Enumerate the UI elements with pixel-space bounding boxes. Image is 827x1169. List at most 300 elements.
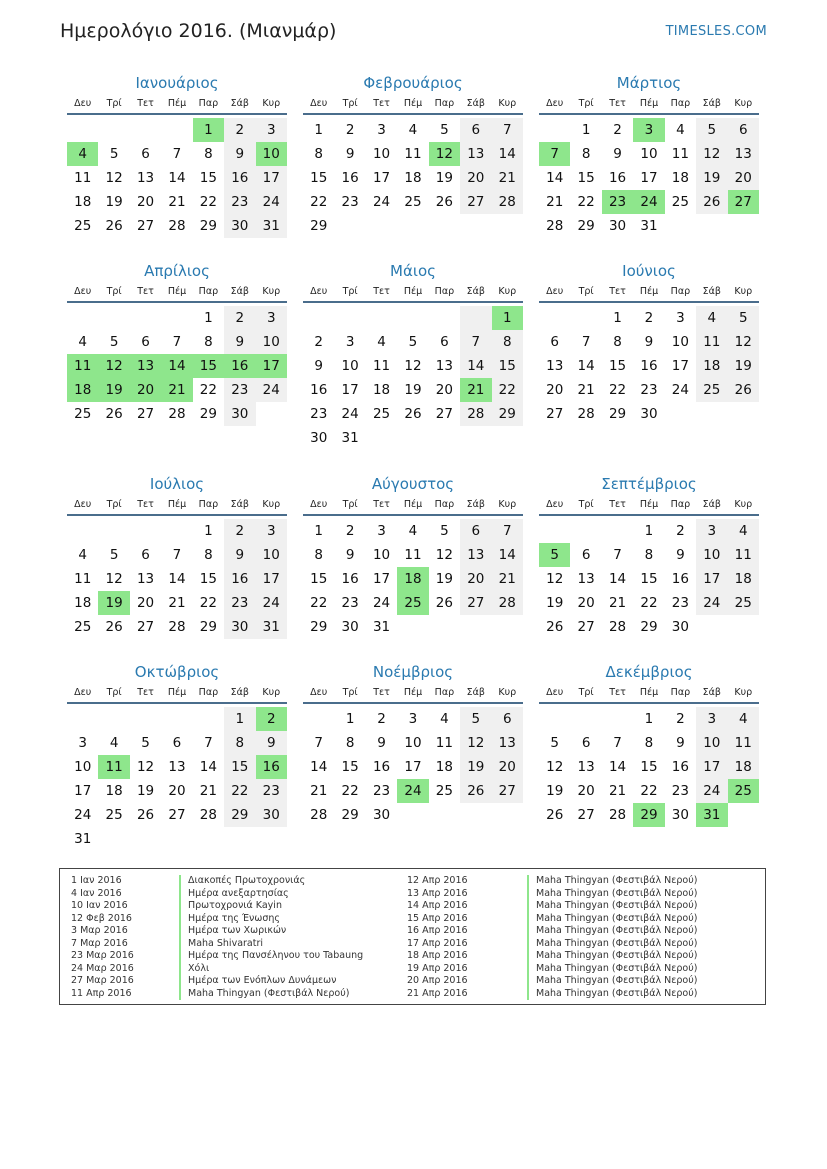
day-cell[interactable]: 24 — [696, 779, 727, 803]
day-cell[interactable]: 27 — [546, 406, 564, 422]
day-cell[interactable]: 14 — [161, 354, 192, 378]
day-cell[interactable]: 9 — [345, 547, 355, 563]
day-cell[interactable]: 24 — [372, 194, 391, 210]
day-cell[interactable]: 23 — [602, 190, 633, 214]
day-cell[interactable]: 22 — [608, 382, 627, 398]
day-cell[interactable]: 29 — [341, 807, 359, 823]
day-cell[interactable]: 12 — [435, 547, 453, 563]
day-cell[interactable]: 11 — [404, 146, 422, 162]
day-cell[interactable]: 13 — [460, 142, 491, 166]
day-cell[interactable]: 28 — [492, 591, 523, 615]
day-cell[interactable]: 26 — [546, 807, 564, 823]
day-cell[interactable]: 14 — [608, 759, 627, 775]
day-cell[interactable]: 9 — [314, 358, 323, 374]
day-cell[interactable]: 24 — [633, 190, 664, 214]
day-cell[interactable]: 4 — [67, 142, 98, 166]
day-cell[interactable]: 16 — [256, 755, 287, 779]
day-cell[interactable]: 2 — [224, 519, 255, 543]
day-cell[interactable]: 18 — [372, 382, 391, 398]
day-cell[interactable]: 26 — [546, 619, 564, 635]
day-cell[interactable]: 16 — [372, 759, 391, 775]
day-cell[interactable]: 24 — [256, 190, 287, 214]
day-cell[interactable]: 17 — [74, 783, 92, 799]
day-cell[interactable]: 20 — [728, 166, 759, 190]
day-cell[interactable]: 27 — [168, 807, 186, 823]
day-cell[interactable]: 7 — [539, 142, 570, 166]
day-cell[interactable]: 24 — [372, 595, 391, 611]
day-cell[interactable]: 19 — [435, 571, 453, 587]
day-cell[interactable]: 17 — [372, 170, 391, 186]
day-cell[interactable]: 24 — [671, 382, 689, 398]
day-cell[interactable]: 26 — [105, 619, 123, 635]
day-cell[interactable]: 18 — [105, 783, 123, 799]
day-cell[interactable]: 23 — [256, 779, 287, 803]
day-cell[interactable]: 10 — [404, 735, 422, 751]
day-cell[interactable]: 6 — [141, 334, 150, 350]
day-cell[interactable]: 22 — [310, 595, 328, 611]
day-cell[interactable]: 9 — [345, 146, 355, 162]
day-cell[interactable]: 6 — [460, 519, 491, 543]
day-cell[interactable]: 29 — [608, 406, 627, 422]
day-cell[interactable]: 25 — [728, 779, 759, 803]
day-cell[interactable]: 4 — [696, 306, 727, 330]
day-cell[interactable]: 1 — [345, 711, 355, 727]
day-cell[interactable]: 18 — [404, 170, 422, 186]
day-cell[interactable]: 30 — [224, 402, 255, 426]
day-cell[interactable]: 31 — [74, 831, 92, 847]
day-cell[interactable]: 15 — [492, 354, 523, 378]
day-cell[interactable]: 6 — [141, 146, 150, 162]
day-cell[interactable]: 18 — [728, 755, 759, 779]
day-cell[interactable]: 20 — [546, 382, 564, 398]
day-cell[interactable]: 3 — [78, 735, 87, 751]
day-cell[interactable]: 17 — [372, 571, 391, 587]
day-cell[interactable]: 3 — [633, 118, 664, 142]
day-cell[interactable]: 13 — [168, 759, 186, 775]
day-cell[interactable]: 11 — [98, 755, 129, 779]
day-cell[interactable]: 2 — [224, 306, 255, 330]
day-cell[interactable]: 3 — [256, 519, 287, 543]
day-cell[interactable]: 30 — [310, 430, 328, 446]
day-cell[interactable]: 5 — [440, 122, 449, 138]
day-cell[interactable]: 24 — [256, 378, 287, 402]
day-cell[interactable]: 22 — [341, 783, 359, 799]
day-cell[interactable]: 13 — [492, 731, 523, 755]
day-cell[interactable]: 18 — [671, 170, 689, 186]
day-cell[interactable]: 14 — [608, 571, 627, 587]
day-cell[interactable]: 10 — [256, 142, 287, 166]
day-cell[interactable]: 23 — [341, 194, 359, 210]
day-cell[interactable]: 10 — [341, 358, 359, 374]
day-cell[interactable]: 4 — [377, 334, 386, 350]
day-cell[interactable]: 6 — [581, 735, 591, 751]
day-cell[interactable]: 13 — [460, 543, 491, 567]
day-cell[interactable]: 15 — [341, 759, 359, 775]
day-cell[interactable]: 15 — [199, 170, 217, 186]
day-cell[interactable]: 3 — [256, 306, 287, 330]
day-cell[interactable]: 5 — [696, 118, 727, 142]
day-cell[interactable]: 30 — [224, 214, 255, 238]
day-cell[interactable]: 25 — [74, 406, 92, 422]
day-cell[interactable]: 17 — [696, 567, 727, 591]
day-cell[interactable]: 5 — [109, 146, 119, 162]
day-cell[interactable]: 6 — [440, 334, 449, 350]
day-cell[interactable]: 3 — [408, 711, 418, 727]
day-cell[interactable]: 11 — [728, 731, 759, 755]
day-cell[interactable]: 25 — [404, 194, 422, 210]
day-cell[interactable]: 23 — [341, 595, 359, 611]
day-cell[interactable]: 27 — [577, 807, 595, 823]
day-cell[interactable]: 10 — [696, 731, 727, 755]
day-cell[interactable]: 28 — [546, 218, 564, 234]
day-cell[interactable]: 29 — [492, 402, 523, 426]
day-cell[interactable]: 20 — [492, 755, 523, 779]
day-cell[interactable]: 11 — [67, 354, 98, 378]
day-cell[interactable]: 2 — [345, 523, 355, 539]
day-cell[interactable]: 22 — [640, 783, 658, 799]
day-cell[interactable]: 27 — [577, 619, 595, 635]
day-cell[interactable]: 12 — [105, 170, 123, 186]
day-cell[interactable]: 11 — [404, 547, 422, 563]
day-cell[interactable]: 22 — [199, 382, 217, 398]
day-cell[interactable]: 7 — [204, 735, 213, 751]
day-cell[interactable]: 21 — [460, 378, 491, 402]
day-cell[interactable]: 29 — [199, 406, 217, 422]
day-cell[interactable]: 21 — [161, 378, 192, 402]
day-cell[interactable]: 24 — [341, 406, 359, 422]
day-cell[interactable]: 8 — [204, 547, 213, 563]
day-cell[interactable]: 14 — [460, 354, 491, 378]
day-cell[interactable]: 25 — [435, 783, 453, 799]
day-cell[interactable]: 18 — [435, 759, 453, 775]
day-cell[interactable]: 27 — [136, 218, 155, 234]
day-cell[interactable]: 27 — [460, 591, 491, 615]
day-cell[interactable]: 27 — [136, 406, 155, 422]
day-cell[interactable]: 13 — [136, 571, 155, 587]
day-cell[interactable]: 18 — [397, 567, 428, 591]
day-cell[interactable]: 16 — [224, 354, 255, 378]
day-cell[interactable]: 19 — [460, 755, 491, 779]
day-cell[interactable]: 7 — [613, 547, 622, 563]
day-cell[interactable]: 26 — [696, 190, 727, 214]
day-cell[interactable]: 25 — [74, 619, 92, 635]
day-cell[interactable]: 18 — [696, 354, 727, 378]
day-cell[interactable]: 1 — [492, 306, 523, 330]
day-cell[interactable]: 23 — [640, 382, 658, 398]
day-cell[interactable]: 8 — [581, 146, 591, 162]
day-cell[interactable]: 5 — [728, 306, 759, 330]
day-cell[interactable]: 9 — [224, 543, 255, 567]
day-cell[interactable]: 28 — [608, 807, 627, 823]
day-cell[interactable]: 2 — [676, 523, 685, 539]
day-cell[interactable]: 31 — [696, 803, 727, 827]
day-cell[interactable]: 7 — [172, 334, 182, 350]
day-cell[interactable]: 1 — [224, 707, 255, 731]
day-cell[interactable]: 5 — [408, 334, 418, 350]
day-cell[interactable]: 11 — [74, 571, 92, 587]
day-cell[interactable]: 2 — [345, 122, 355, 138]
day-cell[interactable]: 27 — [492, 779, 523, 803]
day-cell[interactable]: 27 — [460, 190, 491, 214]
day-cell[interactable]: 16 — [341, 571, 359, 587]
site-link[interactable]: TIMESLES.COM — [665, 24, 767, 39]
day-cell[interactable]: 7 — [492, 118, 523, 142]
day-cell[interactable]: 15 — [310, 571, 328, 587]
day-cell[interactable]: 24 — [74, 807, 92, 823]
day-cell[interactable]: 5 — [141, 735, 150, 751]
day-cell[interactable]: 19 — [435, 170, 453, 186]
day-cell[interactable]: 8 — [613, 334, 622, 350]
day-cell[interactable]: 30 — [341, 619, 359, 635]
day-cell[interactable]: 1 — [204, 310, 213, 326]
day-cell[interactable]: 13 — [435, 358, 453, 374]
day-cell[interactable]: 18 — [67, 378, 98, 402]
day-cell[interactable]: 28 — [460, 402, 491, 426]
day-cell[interactable]: 23 — [224, 378, 255, 402]
day-cell[interactable]: 1 — [644, 523, 654, 539]
day-cell[interactable]: 3 — [256, 118, 287, 142]
day-cell[interactable]: 22 — [310, 194, 328, 210]
day-cell[interactable]: 26 — [105, 406, 123, 422]
day-cell[interactable]: 12 — [728, 330, 759, 354]
day-cell[interactable]: 28 — [577, 406, 595, 422]
day-cell[interactable]: 10 — [372, 547, 391, 563]
day-cell[interactable]: 20 — [136, 194, 155, 210]
day-cell[interactable]: 16 — [671, 571, 689, 587]
day-cell[interactable]: 29 — [310, 218, 328, 234]
day-cell[interactable]: 17 — [696, 755, 727, 779]
day-cell[interactable]: 19 — [546, 595, 564, 611]
day-cell[interactable]: 16 — [608, 170, 627, 186]
day-cell[interactable]: 19 — [136, 783, 155, 799]
day-cell[interactable]: 30 — [608, 218, 627, 234]
day-cell[interactable]: 4 — [440, 711, 449, 727]
day-cell[interactable]: 23 — [224, 591, 255, 615]
day-cell[interactable]: 3 — [696, 707, 727, 731]
day-cell[interactable]: 17 — [640, 170, 658, 186]
day-cell[interactable]: 15 — [640, 759, 658, 775]
day-cell[interactable]: 9 — [256, 731, 287, 755]
day-cell[interactable]: 30 — [671, 619, 689, 635]
day-cell[interactable]: 19 — [98, 591, 129, 615]
day-cell[interactable]: 4 — [408, 122, 418, 138]
day-cell[interactable]: 28 — [168, 406, 186, 422]
day-cell[interactable]: 12 — [105, 571, 123, 587]
day-cell[interactable]: 11 — [696, 330, 727, 354]
day-cell[interactable]: 5 — [539, 543, 570, 567]
day-cell[interactable]: 17 — [256, 354, 287, 378]
day-cell[interactable]: 2 — [256, 707, 287, 731]
day-cell[interactable]: 28 — [199, 807, 217, 823]
day-cell[interactable]: 25 — [696, 378, 727, 402]
day-cell[interactable]: 12 — [460, 731, 491, 755]
day-cell[interactable]: 29 — [640, 619, 658, 635]
day-cell[interactable]: 13 — [136, 170, 155, 186]
day-cell[interactable]: 23 — [671, 595, 689, 611]
day-cell[interactable]: 15 — [640, 571, 658, 587]
day-cell[interactable]: 16 — [671, 759, 689, 775]
day-cell[interactable]: 5 — [550, 735, 559, 751]
day-cell[interactable]: 6 — [581, 547, 591, 563]
day-cell[interactable]: 1 — [644, 711, 654, 727]
day-cell[interactable]: 26 — [435, 194, 453, 210]
day-cell[interactable]: 10 — [640, 146, 658, 162]
day-cell[interactable]: 20 — [435, 382, 453, 398]
day-cell[interactable]: 6 — [550, 334, 559, 350]
day-cell[interactable]: 21 — [492, 166, 523, 190]
day-cell[interactable]: 25 — [671, 194, 689, 210]
day-cell[interactable]: 28 — [608, 619, 627, 635]
day-cell[interactable]: 17 — [671, 358, 689, 374]
day-cell[interactable]: 19 — [728, 354, 759, 378]
day-cell[interactable]: 9 — [676, 735, 685, 751]
day-cell[interactable]: 22 — [640, 595, 658, 611]
day-cell[interactable]: 14 — [168, 170, 186, 186]
day-cell[interactable]: 12 — [696, 142, 727, 166]
day-cell[interactable]: 31 — [640, 218, 658, 234]
day-cell[interactable]: 30 — [224, 615, 255, 639]
day-cell[interactable]: 8 — [204, 334, 213, 350]
day-cell[interactable]: 18 — [74, 194, 92, 210]
day-cell[interactable]: 26 — [136, 807, 155, 823]
day-cell[interactable]: 7 — [172, 547, 182, 563]
day-cell[interactable]: 28 — [492, 190, 523, 214]
day-cell[interactable]: 20 — [460, 166, 491, 190]
day-cell[interactable]: 1 — [193, 118, 224, 142]
day-cell[interactable]: 21 — [168, 194, 186, 210]
day-cell[interactable]: 13 — [577, 571, 595, 587]
day-cell[interactable]: 27 — [136, 619, 155, 635]
day-cell[interactable]: 11 — [372, 358, 391, 374]
day-cell[interactable]: 13 — [577, 759, 595, 775]
day-cell[interactable]: 15 — [199, 571, 217, 587]
day-cell[interactable]: 4 — [78, 547, 87, 563]
day-cell[interactable]: 21 — [168, 595, 186, 611]
day-cell[interactable]: 31 — [372, 619, 391, 635]
day-cell[interactable]: 3 — [377, 122, 386, 138]
day-cell[interactable]: 4 — [408, 523, 418, 539]
day-cell[interactable]: 29 — [224, 803, 255, 827]
day-cell[interactable]: 8 — [314, 547, 323, 563]
day-cell[interactable]: 24 — [256, 591, 287, 615]
day-cell[interactable]: 13 — [546, 358, 564, 374]
day-cell[interactable]: 22 — [199, 194, 217, 210]
day-cell[interactable]: 15 — [224, 755, 255, 779]
day-cell[interactable]: 2 — [314, 334, 323, 350]
day-cell[interactable]: 2 — [676, 711, 685, 727]
day-cell[interactable]: 14 — [199, 759, 217, 775]
day-cell[interactable]: 8 — [314, 146, 323, 162]
day-cell[interactable]: 21 — [577, 382, 595, 398]
day-cell[interactable]: 6 — [141, 547, 150, 563]
day-cell[interactable]: 1 — [314, 523, 323, 539]
day-cell[interactable]: 26 — [435, 595, 453, 611]
day-cell[interactable]: 26 — [728, 378, 759, 402]
day-cell[interactable]: 30 — [671, 807, 689, 823]
day-cell[interactable]: 20 — [577, 783, 595, 799]
day-cell[interactable]: 9 — [613, 146, 622, 162]
day-cell[interactable]: 14 — [168, 571, 186, 587]
day-cell[interactable]: 29 — [199, 619, 217, 635]
day-cell[interactable]: 25 — [372, 406, 391, 422]
day-cell[interactable]: 7 — [460, 330, 491, 354]
day-cell[interactable]: 27 — [728, 190, 759, 214]
day-cell[interactable]: 18 — [74, 595, 92, 611]
day-cell[interactable]: 10 — [256, 330, 287, 354]
day-cell[interactable]: 19 — [98, 378, 129, 402]
day-cell[interactable]: 26 — [460, 779, 491, 803]
day-cell[interactable]: 12 — [404, 358, 422, 374]
day-cell[interactable]: 7 — [581, 334, 591, 350]
day-cell[interactable]: 23 — [671, 783, 689, 799]
day-cell[interactable]: 1 — [581, 122, 591, 138]
day-cell[interactable]: 20 — [168, 783, 186, 799]
day-cell[interactable]: 10 — [696, 543, 727, 567]
day-cell[interactable]: 3 — [676, 310, 685, 326]
day-cell[interactable]: 29 — [199, 218, 217, 234]
day-cell[interactable]: 16 — [341, 170, 359, 186]
day-cell[interactable]: 19 — [404, 382, 422, 398]
day-cell[interactable]: 21 — [608, 595, 627, 611]
day-cell[interactable]: 8 — [492, 330, 523, 354]
day-cell[interactable]: 6 — [728, 118, 759, 142]
day-cell[interactable]: 14 — [310, 759, 328, 775]
day-cell[interactable]: 21 — [608, 783, 627, 799]
day-cell[interactable]: 5 — [460, 707, 491, 731]
day-cell[interactable]: 3 — [377, 523, 386, 539]
day-cell[interactable]: 8 — [204, 146, 213, 162]
day-cell[interactable]: 13 — [130, 354, 161, 378]
day-cell[interactable]: 5 — [109, 547, 119, 563]
day-cell[interactable]: 25 — [74, 218, 92, 234]
day-cell[interactable]: 16 — [310, 382, 328, 398]
day-cell[interactable]: 20 — [460, 567, 491, 591]
day-cell[interactable]: 25 — [728, 591, 759, 615]
day-cell[interactable]: 6 — [172, 735, 182, 751]
day-cell[interactable]: 19 — [696, 166, 727, 190]
day-cell[interactable]: 2 — [613, 122, 622, 138]
day-cell[interactable]: 3 — [696, 519, 727, 543]
day-cell[interactable]: 21 — [546, 194, 564, 210]
day-cell[interactable]: 1 — [314, 122, 323, 138]
day-cell[interactable]: 19 — [546, 783, 564, 799]
day-cell[interactable]: 27 — [435, 406, 453, 422]
day-cell[interactable]: 7 — [314, 735, 323, 751]
day-cell[interactable]: 31 — [341, 430, 359, 446]
day-cell[interactable]: 29 — [310, 619, 328, 635]
day-cell[interactable]: 10 — [671, 334, 689, 350]
day-cell[interactable]: 4 — [676, 122, 685, 138]
day-cell[interactable]: 10 — [372, 146, 391, 162]
day-cell[interactable]: 29 — [633, 803, 664, 827]
day-cell[interactable]: 31 — [256, 214, 287, 238]
day-cell[interactable]: 16 — [224, 166, 255, 190]
day-cell[interactable]: 9 — [224, 330, 255, 354]
day-cell[interactable]: 4 — [109, 735, 119, 751]
day-cell[interactable]: 29 — [577, 218, 595, 234]
day-cell[interactable]: 26 — [105, 218, 123, 234]
day-cell[interactable]: 24 — [696, 591, 727, 615]
day-cell[interactable]: 14 — [492, 142, 523, 166]
day-cell[interactable]: 21 — [492, 567, 523, 591]
day-cell[interactable]: 22 — [224, 779, 255, 803]
day-cell[interactable]: 20 — [577, 595, 595, 611]
day-cell[interactable]: 12 — [429, 142, 460, 166]
day-cell[interactable]: 22 — [577, 194, 595, 210]
day-cell[interactable]: 13 — [728, 142, 759, 166]
day-cell[interactable]: 28 — [310, 807, 328, 823]
day-cell[interactable]: 10 — [74, 759, 92, 775]
